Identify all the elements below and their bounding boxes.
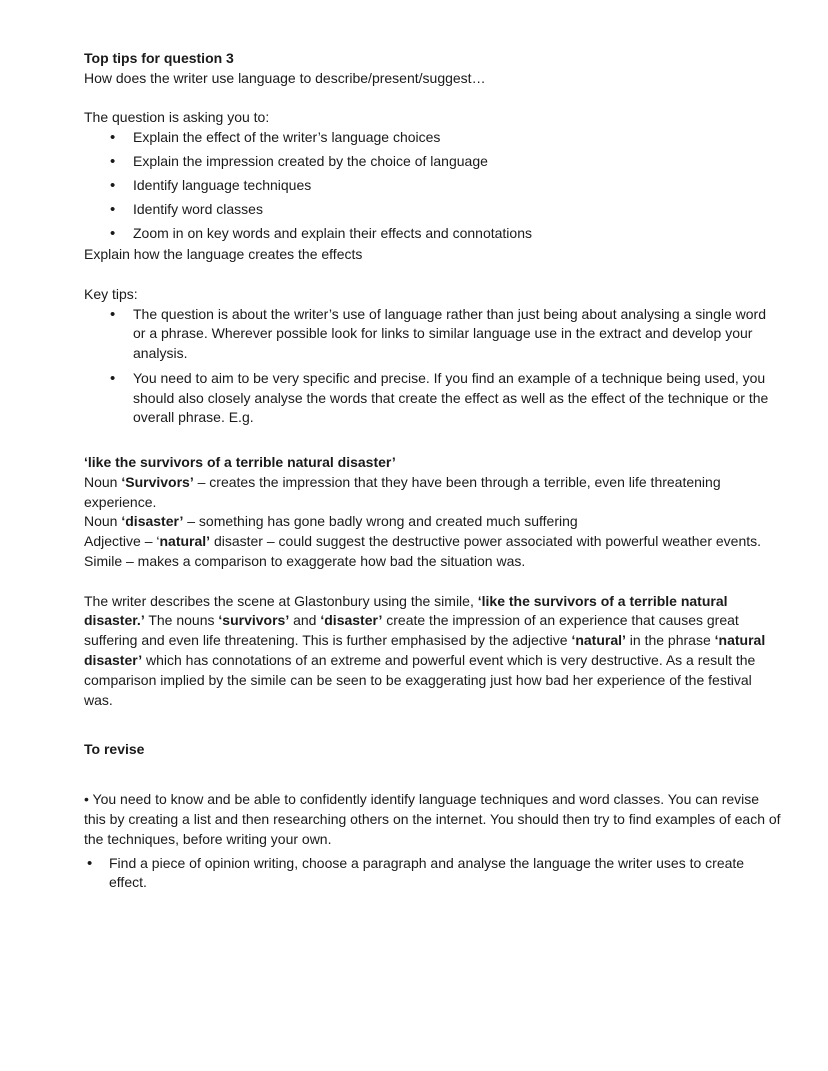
list-item: • Identify word classes (84, 200, 784, 220)
list-item: • Find a piece of opinion writing, choose a paragraph and analyse the language the writer uses to create effect. (84, 854, 784, 894)
list-item: • Zoom in on key words and explain their effects and connotations (84, 224, 784, 244)
list-item: • The question is about the writer’s use of language rather than just being about analysing a single word or a phrase. Wherever possible look for links to similar language use in the extract and develop your analysis. (84, 305, 773, 364)
revise-heading: To revise (84, 741, 145, 758)
question-prompt: How does the writer use language to describe/present/suggest… (84, 69, 486, 86)
list-item: • You need to aim to be very specific and precise. If you find an example of a technique being used, you should also closely analyse the words that create the effect as well as the effect of the technique or the overall phrase. E.g. (84, 369, 773, 428)
key-tips-list (84, 305, 784, 429)
model-paragraph: The writer describes the scene at Glastonbury using the simile, ‘like the survivors of a terrible natural disaster.’ The nouns ‘survivors’ and ‘disaster’ create the impression of an experience that causes great suffering and even life threatening. This is further emphasised by the adjective ‘natural’ in the phrase ‘natural disaster’ which has connotations of an extreme and powerful event which is very destructive. As a result the comparison implied by the simile can be seen to be exaggerating just how bad her experience of the festival was. (84, 592, 766, 708)
revise-list (84, 854, 784, 894)
example-adjective: Adjective – ‘natural’ disaster – could suggest the destructive power associated with powerful weather events. (84, 533, 762, 550)
key-tips-label: Key tips: (84, 285, 138, 302)
example-noun-disaster: Noun ‘disaster’ – something has gone badly wrong and created much suffering (84, 513, 578, 530)
asking-outro: Explain how the language creates the effects (84, 246, 363, 263)
asking-list (84, 128, 784, 244)
list-item: • Explain the effect of the writer’s language choices (84, 128, 784, 148)
list-item: • Identify language techniques (84, 176, 784, 196)
page-heading: Top tips for question 3 (84, 50, 234, 66)
revise-item: • You need to know and be able to confidently identify language techniques and word classes. You can revise this by creating a list and then researching others on the internet. You should then try to find examples of each of the techniques, before writing your own. (84, 791, 781, 847)
example-quote: ‘like the survivors of a terrible natural disaster’ (84, 454, 396, 471)
asking-intro: The question is asking you to: (84, 109, 270, 126)
list-item: • Explain the impression created by the choice of language (84, 152, 784, 172)
example-simile: Simile – makes a comparison to exaggerate how bad the situation was. (84, 553, 526, 570)
example-noun-survivors: Noun ‘Survivors’ – creates the impression that they have been through a terrible, even life threatening experience. (84, 473, 721, 510)
document-page (84, 49, 784, 893)
